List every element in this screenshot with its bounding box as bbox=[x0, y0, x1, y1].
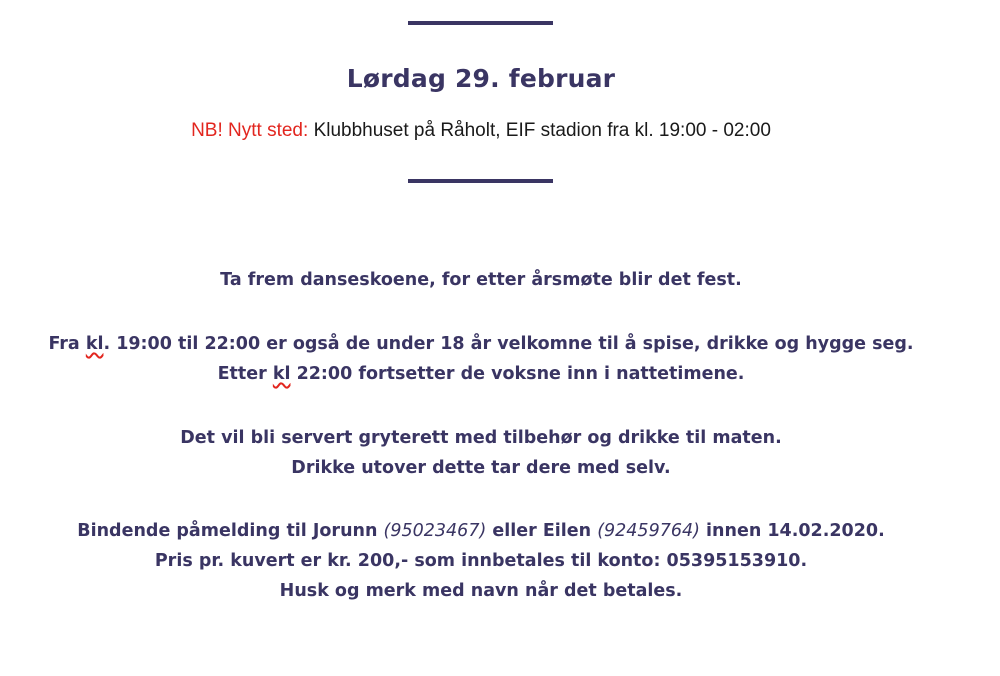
food-line-1: Det vil bli servert gryterett med tilbehør og drikke til maten. bbox=[180, 428, 782, 448]
age-info-line-1 bbox=[0, 329, 962, 359]
venue-line bbox=[0, 120, 962, 142]
price-line: Pris pr. kuvert er kr. 200,- som innbetales til konto: 05395153910. bbox=[154, 551, 808, 571]
signup-paragraph bbox=[0, 516, 962, 606]
venue-text: Klubbhuset på Råholt, EIF stadion fra kl. 19:00 - 02:00 bbox=[313, 120, 771, 141]
bottom-divider bbox=[408, 179, 553, 183]
payment-note-line: Husk og merk med navn når det betales. bbox=[279, 581, 683, 601]
top-divider bbox=[408, 21, 553, 25]
food-paragraph bbox=[0, 423, 962, 483]
phone-jorunn: (95023467) bbox=[383, 521, 487, 541]
age-info-line-2-rest: 22:00 fortsetter de voksne inn i nattetimene. bbox=[290, 364, 745, 384]
event-date-title: Lørdag 29. februar bbox=[346, 64, 616, 93]
spellcheck-word-kl: kl bbox=[85, 334, 104, 354]
intro-text: Ta frem danseskoene, for etter årsmøte blir det fest. bbox=[220, 270, 742, 290]
signup-line-1 bbox=[0, 516, 962, 546]
age-info-line-1-prefix: Fra bbox=[48, 334, 86, 354]
new-venue-notice: NB! Nytt sted: bbox=[191, 120, 309, 141]
phone-eilen: (92459764) bbox=[597, 521, 700, 541]
signup-contact-2: eller Eilen bbox=[486, 521, 598, 541]
spellcheck-word-kl: kl bbox=[272, 364, 291, 384]
age-info-paragraph bbox=[0, 329, 962, 389]
food-line-2: Drikke utover dette tar dere med selv. bbox=[291, 458, 671, 478]
signup-contact-1: Bindende påmelding til Jorunn bbox=[77, 521, 384, 541]
age-info-line-2 bbox=[0, 359, 962, 389]
intro-paragraph bbox=[0, 265, 962, 295]
age-info-line-1-rest: . 19:00 til 22:00 er også de under 18 år velkomne til å spise, drikke og hygge seg. bbox=[103, 334, 914, 354]
signup-deadline: innen 14.02.2020. bbox=[699, 521, 885, 541]
age-info-line-2-prefix: Etter bbox=[217, 364, 273, 384]
